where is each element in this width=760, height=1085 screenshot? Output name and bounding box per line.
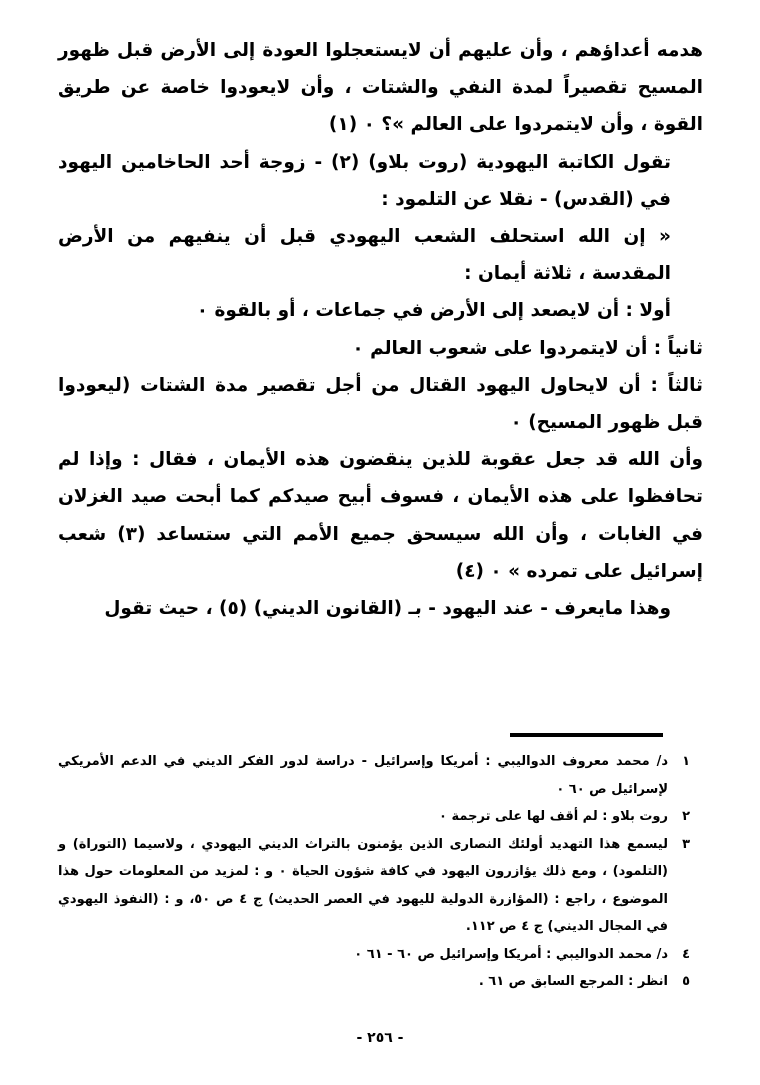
- footnote: [58, 968, 690, 996]
- paragraph-continuation: هدمه أعداؤهم ، وأن عليهم أن لايستعجلوا العودة إلى الأرض قبل ظهور المسيح تقصيراً لمدة النفي والشتات ، وأن لايعودوا خاصة عن طريق القوة ، وأن لايتمردوا على العالم »؟ ٠ (١): [58, 40, 703, 136]
- footnote-text: انظر : المرجع السابق ص ٦١ .: [478, 974, 668, 989]
- footnote-separator: [510, 733, 663, 737]
- main-text: [58, 32, 703, 627]
- footnote-text: روت بلاو : لم أقف لها على ترجمة ٠: [439, 809, 668, 824]
- footnote-number: ١: [682, 754, 690, 769]
- paragraph-quote-intro: « إن الله استحلف الشعب اليهودي قبل أن ينفيهم من الأرض المقدسة ، ثلاثة أيمان :: [58, 226, 671, 285]
- footnotes: [58, 748, 690, 996]
- paragraph-ruth-blau: تقول الكاتبة اليهودية (روت بلاو) (٢) - زوجة أحد الحاخامين اليهود في (القدس) - نقلا عن التلمود :: [58, 151, 672, 210]
- footnote: [58, 941, 690, 969]
- oath-first: أولا : أن لايصعد إلى الأرض في جماعات ، أو بالقوة ٠: [196, 300, 671, 322]
- footnote: [58, 803, 690, 831]
- footnote: [58, 748, 690, 803]
- oath-second: ثانياً : أن لايتمردوا على شعوب العالم ٠: [352, 337, 703, 359]
- footnote-number: ٤: [682, 946, 690, 962]
- paragraph-religious-law: وهذا مايعرف - عند اليهود - بـ (القانون الديني) (٥) ، حيث تقول: [104, 598, 671, 620]
- oath-third: ثالثاً : أن لايحاول اليهود القتال من أجل تقصير مدة الشتات (ليعودوا قبل ظهور المسيح) ٠: [58, 374, 703, 434]
- footnote-number: ٣: [682, 836, 690, 852]
- footnote-number: ٢: [682, 809, 690, 824]
- footnote-number: ٥: [682, 974, 690, 989]
- footnote-text: د/ محمد معروف الدواليبي : أمريكا وإسرائيل - دراسة لدور الفكر الديني في الدعم الأمريكي لإسرائيل ص ٦٠ ٠: [58, 754, 668, 797]
- footnote: [58, 831, 690, 941]
- paragraph-punishment: وأن الله قد جعل عقوبة للذين ينقضون هذه الأيمان ، فقال : وإذا لم تحافظوا على هذه الأيمان ، فسوف أبيح صيدكم كما أبحت صيد الغزلان في الغابات ، وأن الله سيسحق جميع الأمم التي ستساعد (٣) شعب إسرائيل على تمرده » ٠ (٤): [58, 449, 703, 582]
- footnote-text: ليسمع هذا التهديد أولئك النصارى الذين يؤمنون بالتراث الديني اليهودي ، ولاسيما (التوراة) و (التلمود) ، ومع ذلك يؤازرون اليهود في كافة شؤون الحياة ٠ و : لمزيد من المعلومات حول هذا الموضوع ، راجع : (المؤازرة الدولية لليهود في العصر الحديث) ج ٤ ص ٥٠، و : (النفوذ اليهودي في المجال الديني) ج ٤ ص ١١٢.: [58, 836, 669, 934]
- page-number: - ٢٥٦ -: [356, 1030, 404, 1046]
- footnote-text: د/ محمد الدواليبي : أمريكا وإسرائيل ص ٦٠ - ٦١ ٠: [354, 946, 668, 962]
